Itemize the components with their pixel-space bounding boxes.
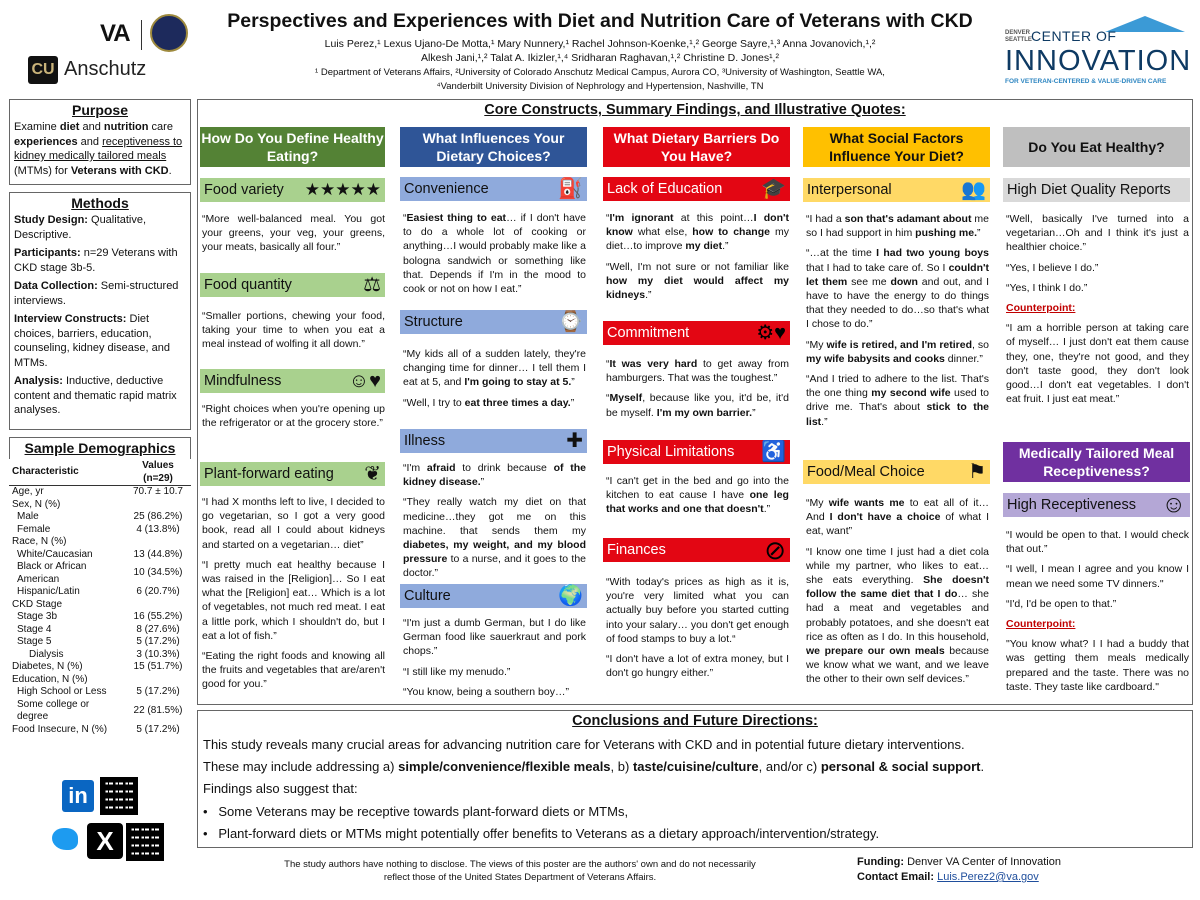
table-cell-value: 5 (17.2%) bbox=[136, 686, 180, 697]
globe-icon: 🌍 bbox=[558, 585, 583, 607]
poster-title: Perspectives and Experiences with Diet and Nutrition Care of Veterans with CKD bbox=[227, 10, 973, 32]
subheader-plant-forward: Plant-forward eating ❦ bbox=[200, 462, 385, 486]
vegetables-icon: ❦ bbox=[364, 463, 381, 485]
scale-icon: ⚖ bbox=[363, 274, 381, 296]
core-title: Core Constructs, Summary Findings, and Illustrative Quotes: bbox=[484, 102, 906, 118]
conclusions-line-1: This study reveals many crucial areas for advancing nutrition care for Veterans with CKD and in potential future dietary interventions. bbox=[203, 737, 965, 752]
methods-title: Methods bbox=[71, 195, 129, 211]
methods-box bbox=[9, 192, 191, 430]
contact-line: Contact Email: Luis.Perez2@va.gov bbox=[857, 871, 1039, 883]
table-cell-value: 13 (44.8%) bbox=[133, 548, 183, 560]
quote-illness: “I'm afraid to drink because of the kidney disease.” “They really watch my diet on that medicine…they got me on this machine. that sends them my diabetes, my weight, and my blood pressure to a nurse, and it goes to the doctor.” bbox=[403, 462, 586, 580]
quote-food-quantity: “Smaller portions, chewing your food, taking your time to when you eat a meal instead of wolfing it all down.” bbox=[202, 310, 385, 351]
quote-plant-forward: “I had X months left to live, I decided to go vegetarian, so I got a very good book, read all I could about kidneys and started on a vegetarian… diet” “I pretty much eat healthy because I was raised in the [Religion]… So I eat what the [Religion] eat… Which is a lot of vegetables, not much red meat. I eat a little pork, which I shouldn't do, but I eat a lot of fish.” “Eating the right foods and knowing all the fruits and vegetables that are/aren't good for you.” bbox=[202, 496, 385, 691]
table-row bbox=[9, 486, 191, 499]
table-cell-characteristic: Sex, N (%) bbox=[12, 498, 61, 510]
funding-contact bbox=[857, 855, 1061, 885]
column-header: What Influences Your Dietary Choices? bbox=[400, 127, 587, 167]
table-row bbox=[9, 599, 191, 612]
table-cell-value: 5 (17.2%) bbox=[136, 636, 180, 647]
table-row bbox=[9, 661, 191, 674]
va-logo: VA bbox=[100, 20, 130, 47]
subheader-physical-limitations: Physical Limitations ♿ bbox=[603, 440, 790, 464]
affiliations-line-1: ¹ Department of Veterans Affairs, ²University of Colorado Anschutz Medical Campus, Aurora CO, ³University of Washington, Seattle WA, bbox=[315, 67, 885, 78]
col-characteristic: Characteristic bbox=[9, 460, 125, 486]
column-header: What Dietary Barriers Do You Have? bbox=[603, 127, 790, 167]
graduation-cap-icon: 🎓 bbox=[761, 178, 786, 200]
demographics-title-box bbox=[9, 437, 191, 459]
gear-heart-icon: ⚙♥ bbox=[756, 322, 786, 344]
table-cell-value: 6 (20.7%) bbox=[136, 586, 180, 597]
table-cell-characteristic: Stage 4 bbox=[17, 623, 52, 635]
table-row bbox=[9, 636, 191, 649]
anschutz-logo-text: Anschutz bbox=[64, 58, 147, 80]
va-seal-icon bbox=[150, 14, 188, 52]
coi-cities: DENVER SEATTLE bbox=[1005, 30, 1032, 43]
table-cell-characteristic: CKD Stage bbox=[12, 598, 63, 610]
disclaimer-text: The study authors have nothing to disclose. The views of this poster are the authors' own and do not necessarily reflect those of the United States Department of Veterans Affairs. bbox=[284, 859, 756, 883]
table-cell-characteristic: White/Caucasian bbox=[17, 548, 93, 560]
table-cell-characteristic: Stage 3b bbox=[17, 611, 58, 622]
methods-item: Analysis: Inductive, deductive content and thematic rapid matrix analyses. bbox=[14, 375, 177, 416]
subheader-lack-of-education: Lack of Education 🎓 bbox=[603, 177, 790, 201]
subheader-culture: Culture 🌍 bbox=[400, 584, 587, 608]
table-row bbox=[9, 699, 191, 724]
twitter-icon[interactable] bbox=[52, 828, 78, 850]
quote-high-receptiveness: “I would be open to that. I would check that out.” “I well, I mean I agree and you know I mean we need some TV dinners." “I'd, I'd be open to that.” Counterpoint: "You know what? I I had a buddy that was getting them meals medically prepared and the taste. There was no taste. They taste like cardboard." bbox=[1006, 529, 1189, 693]
column-influences bbox=[400, 127, 587, 705]
table-row bbox=[9, 649, 191, 662]
calendar-clock-icon: ⌚ bbox=[558, 311, 583, 333]
table-row bbox=[9, 686, 191, 699]
table-cell-value: 22 (81.5%) bbox=[133, 704, 183, 716]
quote-high-diet-quality: “Well, basically I've turned into a vegetarian…Oh and I think it's just a healthier choice.” “Yes, I believe I do.” “Yes, I think I do.” Counterpoint: “I am a horrible person at taking care of myself… I just don't eat them cause they, one, they're not good, and they don't taste good, they don't look good…I don't eat vegetables. I don't eat fruit. I just eat meat.” bbox=[1006, 213, 1189, 406]
column-healthy-eating bbox=[200, 127, 385, 705]
table-cell-characteristic: Stage 5 bbox=[17, 636, 52, 647]
subheader-convenience: Convenience ⛽ bbox=[400, 177, 587, 201]
subheader-food-meal-choice: Food/Meal Choice ⚑ bbox=[803, 460, 990, 484]
table-cell-value bbox=[125, 499, 191, 512]
subheader-commitment: Commitment ⚙♥ bbox=[603, 321, 790, 345]
methods-item: Data Collection: Semi-structured interviews. bbox=[14, 280, 179, 307]
affiliations-line-2: ⁴Vanderbilt University Division of Nephrology and Hypertension, Nashville, TN bbox=[436, 81, 764, 92]
demographics-title: Sample Demographics bbox=[24, 440, 176, 456]
mountain-icon bbox=[1105, 16, 1185, 32]
table-cell-value bbox=[125, 536, 191, 549]
cu-logo-icon: CU bbox=[28, 56, 58, 84]
table-row bbox=[9, 586, 191, 599]
subheader-illness: Illness ✚ bbox=[400, 429, 587, 453]
column-social-factors bbox=[803, 127, 990, 705]
column-header: Do You Eat Healthy? bbox=[1003, 127, 1190, 167]
column-eat-healthy bbox=[1003, 127, 1190, 705]
table-cell-value: 25 (86.2%) bbox=[133, 511, 183, 522]
center-of-innovation-logo bbox=[1005, 16, 1190, 88]
quote-interpersonal: “I had a son that's adamant about me so I had support in him pushing me.” “…at the time I had two young boys that I had to take care of. So I couldn't let them see me down and out, and I have to have the energy to do things that they needed to do…so that's what I chose to do.” “My wife is retired, and I'm retired, so my wife babysits and cooks dinner.” “And I tried to adhere to the list. That's the one thing my second wife used to drive me. That's about stick to the list.” bbox=[806, 213, 989, 428]
purpose-text: Examine diet and nutrition care experiences and receptiveness to kidney medically tailored meals (MTMs) for Veterans with CKD. bbox=[14, 121, 183, 177]
table-row bbox=[9, 724, 191, 737]
table-cell-value: 10 (34.5%) bbox=[133, 567, 183, 579]
quote-lack-of-education: “I'm ignorant at this point…I don't know what else, how to change my diet…to improve my diet.” “Well, I'm not sure or not familiar like how my diet would affect my kidneys.” bbox=[606, 212, 789, 302]
table-cell-value bbox=[125, 674, 191, 687]
table-cell-value: 70.7 ± 10.7 bbox=[133, 486, 183, 497]
table-cell-value bbox=[125, 599, 191, 612]
demographics-table-wrap bbox=[9, 460, 191, 736]
subheader-finances: Finances ⊘ bbox=[603, 538, 790, 562]
quote-food-variety: “More well-balanced meal. You got your greens, your veg, your greens, your meats, basically all four.” bbox=[202, 213, 385, 254]
coi-tagline: FOR VETERAN-CENTERED & VALUE-DRIVEN CARE bbox=[1005, 78, 1167, 85]
coi-center-of: CENTER OF bbox=[1031, 28, 1117, 44]
table-row bbox=[9, 561, 191, 586]
people-group-icon: 👥 bbox=[961, 179, 986, 201]
quote-food-meal-choice: “My wife wants me to eat all of it…And I don't have a choice of what I eat, want” “I know one time I just had a diet cola while my partner, who likes to eat… she eats everything. She doesn't follow the same diet that I do… she had a meat and vegetables and probably potatoes, and she doesn't eat rice as often as I do. In this household, we prepare our own meals because we know what we want, and we leave the other to their own self devices.” bbox=[806, 497, 989, 686]
x-qr-code bbox=[126, 823, 164, 861]
methods-list bbox=[10, 213, 190, 418]
quote-mindfulness: “Right choices when you're opening up the refrigerator or at the grocery store.” bbox=[202, 403, 385, 430]
methods-item: Interview Constructs: Diet choices, barriers, education, counseling, kidney disease, and MTMs. bbox=[14, 313, 170, 369]
table-cell-characteristic: Age, yr bbox=[12, 486, 44, 497]
table-cell-value: 16 (55.2%) bbox=[133, 611, 183, 622]
counterpoint-label: Counterpoint: bbox=[1006, 302, 1076, 315]
table-row bbox=[9, 549, 191, 562]
logo-divider bbox=[141, 20, 142, 50]
quote-commitment: “It was very hard to get away from hamburgers. That was the toughest.” “Myself, because like you, it'd be, it'd be myself. I'm my own barrier.” bbox=[606, 358, 789, 419]
subheader-high-diet-quality: High Diet Quality Reports bbox=[1003, 178, 1190, 202]
table-cell-characteristic: Race, N (%) bbox=[12, 536, 67, 547]
conclusions-line-2: These may include addressing a) simple/convenience/flexible meals, b) taste/cuisine/culture, and/or c) personal & social support. bbox=[203, 759, 985, 774]
fast-food-icon: ⛽ bbox=[558, 178, 583, 200]
mtm-receptiveness-header: Medically Tailored Meal Receptiveness? bbox=[1003, 442, 1190, 482]
x-icon[interactable]: X bbox=[87, 823, 123, 859]
quote-physical-limitations: “I can't get in the bed and go into the kitchen to eat cause I have one leg that works and one that doesn't.” bbox=[606, 475, 789, 516]
wheelchair-icon: ♿ bbox=[761, 441, 786, 463]
medical-icon: ✚ bbox=[566, 430, 583, 452]
conclusions-line-3: Findings also suggest that: bbox=[203, 781, 358, 796]
subheader-food-variety: Food variety ★★★★★ bbox=[200, 178, 385, 202]
table-cell-value: 3 (10.3%) bbox=[136, 648, 180, 660]
table-row bbox=[9, 674, 191, 687]
table-cell-value: 5 (17.2%) bbox=[136, 723, 180, 735]
purpose-title: Purpose bbox=[71, 102, 128, 118]
table-row bbox=[9, 511, 191, 524]
linkedin-qr-code bbox=[100, 777, 138, 815]
table-cell-value: 4 (13.8%) bbox=[136, 523, 180, 535]
road-sign-icon: ⚑ bbox=[968, 461, 986, 483]
column-header: What Social Factors Influence Your Diet? bbox=[803, 127, 990, 167]
table-header-row bbox=[9, 460, 191, 486]
col-values: Values (n=29) bbox=[125, 460, 191, 486]
smiley-icon: ☺ bbox=[1161, 491, 1186, 518]
subheader-interpersonal: Interpersonal 👥 bbox=[803, 178, 990, 202]
table-cell-characteristic: Black or African American bbox=[17, 561, 87, 585]
table-cell-characteristic: High School or Less bbox=[17, 686, 107, 697]
table-row bbox=[9, 611, 191, 624]
quote-convenience: “Easiest thing to eat… if I don't have to do a whole lot of cooking or anything…I would probably make like a bologna sandwich or something like that. Depends if I'm in the mood to cook or not on how I eat.” bbox=[403, 212, 586, 296]
demographics-table bbox=[9, 460, 191, 736]
authors-line-2: Alkesh Jani,¹,² Talat A. Ikizler,¹,⁴ Sridharan Raghavan,¹,² Christine D. Jones¹,² bbox=[421, 52, 779, 64]
table-row bbox=[9, 536, 191, 549]
table-cell-value: 8 (27.6%) bbox=[136, 623, 180, 635]
table-cell-characteristic: Female bbox=[17, 523, 51, 535]
mind-heart-icon: ☺♥ bbox=[348, 370, 381, 392]
subheader-structure: Structure ⌚ bbox=[400, 310, 587, 334]
authors-line-1: Luis Perez,¹ Lexus Ujano-De Motta,¹ Mary Nunnery,¹ Rachel Johnson-Koenke,¹,² George Sayre,¹,³ Anna Jovanovich,¹,² bbox=[324, 38, 876, 50]
table-cell-characteristic: Food Insecure, N (%) bbox=[12, 723, 108, 735]
no-money-icon: ⊘ bbox=[764, 535, 786, 565]
subheader-high-receptiveness: High Receptiveness ☺ bbox=[1003, 493, 1190, 517]
quote-culture: “I'm just a dumb German, but I do like German food like sauerkraut and pork chops.” “I still like my menudo.” “You know, being a southern boy…” bbox=[403, 617, 586, 698]
quote-finances: “With today's prices as high as it is, you're very limited what you can actually buy before you started cutting into your salary… you don't get enough of food stamps to buy a lot.“ “I don't have a lot of extra money, but I don't go hungry either.” bbox=[606, 576, 789, 680]
subheader-mindfulness: Mindfulness ☺♥ bbox=[200, 369, 385, 393]
methods-item: Study Design: Qualitative, Descriptive. bbox=[14, 214, 147, 241]
table-cell-characteristic: Some college or degree bbox=[17, 698, 90, 722]
table-cell-characteristic: Education, N (%) bbox=[12, 673, 88, 685]
linkedin-icon[interactable]: in bbox=[62, 780, 94, 812]
subheader-food-quantity: Food quantity ⚖ bbox=[200, 273, 385, 297]
conclusions-bullet: • Some Veterans may be receptive towards plant-forward diets or MTMs, bbox=[203, 804, 629, 819]
funding-line: Funding: Denver VA Center of Innovation bbox=[857, 856, 1061, 868]
table-cell-value: 15 (51.7%) bbox=[133, 661, 183, 672]
table-cell-characteristic: Male bbox=[17, 511, 39, 522]
quote-structure: “My kids all of a sudden lately, they're changing time for dinner… I tell them I eat at 5, and I'm going to stay at 5.” “Well, I try to eat three times a day.” bbox=[403, 348, 586, 409]
methods-item: Participants: n=29 Veterans with CKD stage 3b-5. bbox=[14, 247, 178, 274]
column-barriers bbox=[603, 127, 790, 705]
contact-email-link[interactable]: Luis.Perez2@va.gov bbox=[937, 871, 1039, 883]
coi-innovation: INNOVATION bbox=[1005, 45, 1192, 77]
stars-icon: ★★★★★ bbox=[304, 180, 381, 199]
column-header: How Do You Define Healthy Eating? bbox=[200, 127, 385, 167]
table-row bbox=[9, 524, 191, 537]
conclusions-title: Conclusions and Future Directions: bbox=[572, 713, 818, 729]
table-row bbox=[9, 624, 191, 637]
conclusions-bullet: • Plant-forward diets or MTMs might potentially offer benefits to Veterans as a dietary approach/intervention/strategy. bbox=[203, 826, 880, 841]
table-cell-characteristic: Hispanic/Latin bbox=[17, 586, 80, 597]
counterpoint-label: Counterpoint: bbox=[1006, 618, 1076, 631]
table-cell-characteristic: Dialysis bbox=[29, 648, 64, 660]
table-cell-characteristic: Diabetes, N (%) bbox=[12, 661, 83, 672]
table-row bbox=[9, 499, 191, 512]
purpose-box bbox=[9, 99, 191, 185]
